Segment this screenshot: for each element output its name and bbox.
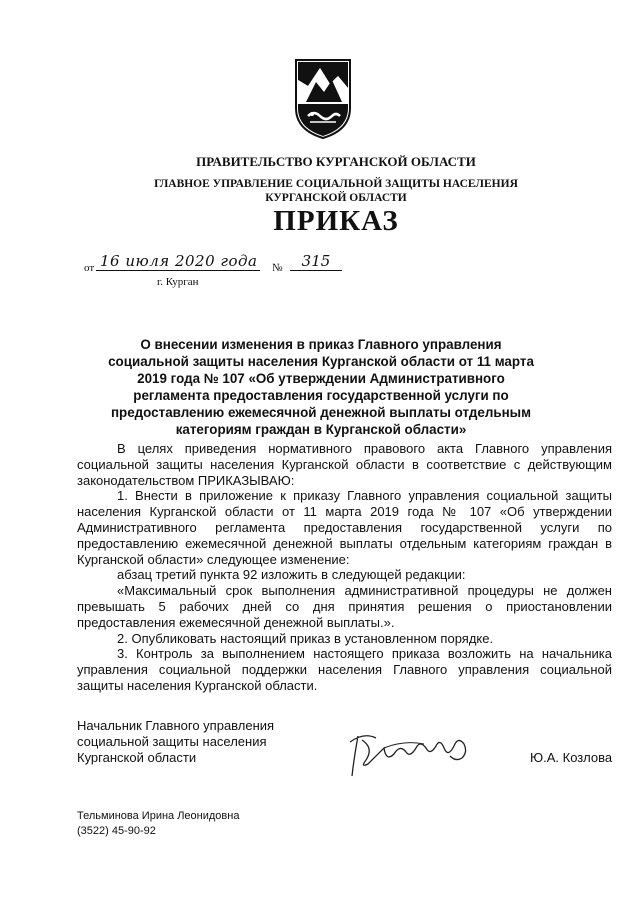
handwritten-signature-icon: [344, 718, 482, 782]
department-title: [16, 177, 640, 205]
body-paragraph-item-2: 2. Опубликовать настоящий приказ в установленном порядке.: [117, 630, 494, 646]
government-title: ПРАВИТЕЛЬСТВО КУРГАНСКОЙ ОБЛАСТИ: [196, 154, 476, 169]
order-date-line: [84, 252, 364, 276]
number-prefix: №: [272, 262, 283, 274]
executor-phone: (3522) 45-90-92: [77, 824, 156, 837]
order-number: 315: [290, 252, 342, 271]
document-type-title: ПРИКАЗ: [273, 205, 399, 237]
body-paragraph-preamble: В целях приведения нормативного правового акта Главного управления социальной защиты населения Курганской области в соответствие с действующим законодательством ПРИКАЗЫВАЮ:: [77, 441, 612, 488]
order-city: г. Курган: [157, 276, 199, 288]
body-paragraph-clause: абзац третий пункта 92 изложить в следующей редакции:: [117, 567, 466, 583]
date-prefix: от: [84, 262, 95, 274]
department-line-2: КУРГАНСКОЙ ОБЛАСТИ: [265, 192, 407, 204]
signer-position: [77, 718, 307, 766]
signer-position-line-3: Курганской области: [77, 750, 197, 765]
executor-name: Тельминова Ирина Леонидовна: [77, 810, 240, 822]
order-subject: О внесении изменения в приказ Главного управления социальной защиты населения Курганской области от 11 марта 2019 года № 107 «Об утверждении Административного регламента предоставления государственной услуги по предоставлению ежемесячной денежной выплаты отдельным категориям граждан в Курганской области»: [108, 337, 534, 437]
body-paragraph-item-1: 1. Внести в приложение к приказу Главного управления социальной защиты населения Курганской области от 11 марта 2019 года № 107 «Об утверждении Административного регламента предоставления государственной услуги по предоставлению ежемесячной денежной выплаты отдельным категориям граждан в Курганской области» следующее изменение:: [77, 488, 612, 567]
order-body: [77, 441, 612, 694]
signer-name: Ю.А. Козлова: [530, 750, 613, 765]
body-paragraph-quote: «Максимальный срок выполнения административной процедуры не должен превышать 5 рабочих дней со дня принятия решения о приостановлении предоставления ежемесячной денежной выплаты.».: [77, 583, 612, 630]
signer-position-line-2: социальной защиты населения: [77, 734, 267, 749]
signer-position-line-1: Начальник Главного управления: [77, 718, 275, 733]
body-paragraph-item-3: 3. Контроль за выполнением настоящего приказа возложить на начальника управления социальной поддержки населения Главного управления социальной защиты населения Курганской области.: [77, 646, 612, 693]
coat-of-arms-emblem-icon: [294, 58, 352, 140]
department-line-1: ГЛАВНОЕ УПРАВЛЕНИЕ СОЦИАЛЬНОЙ ЗАЩИТЫ НАСЕЛЕНИЯ: [154, 178, 518, 190]
order-date: 16 июля 2020 года: [96, 252, 260, 271]
executor-info: [77, 809, 239, 838]
